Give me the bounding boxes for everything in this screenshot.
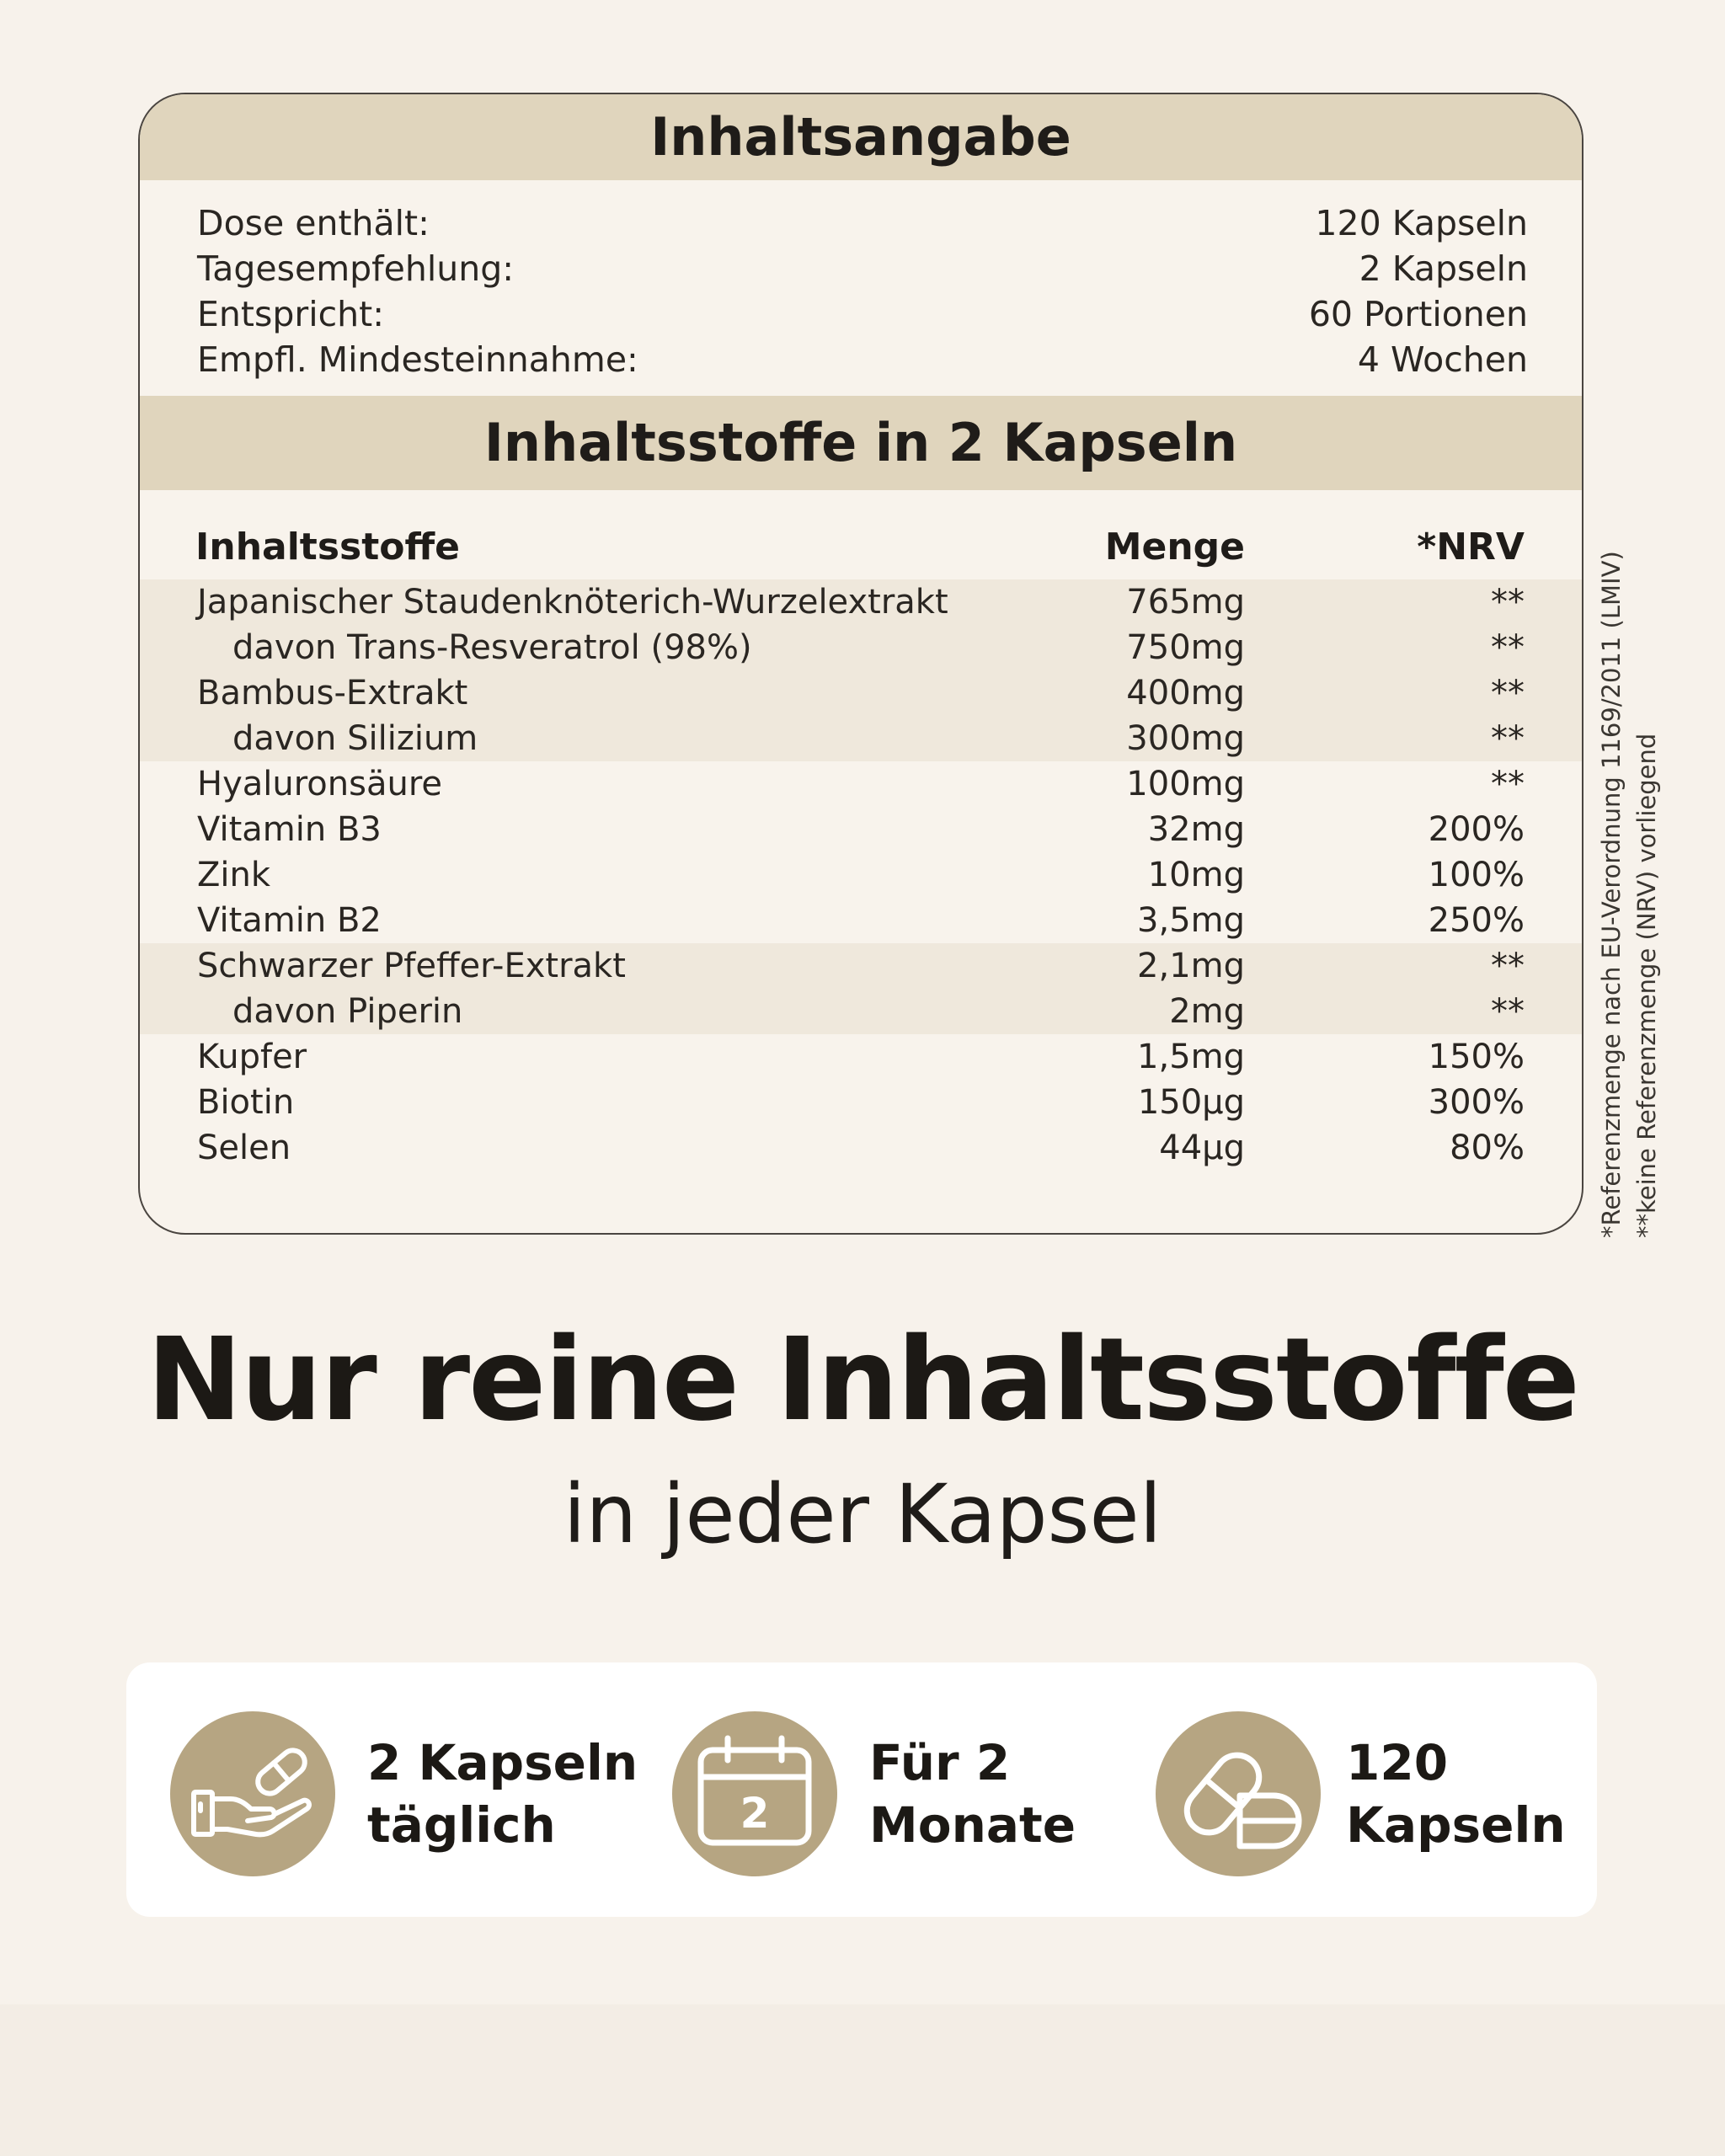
row-amount: 3,5mg (1137, 901, 1245, 940)
feature-line1: 2 Kapseln (367, 1734, 638, 1791)
row-amount: 150µg (1137, 1083, 1245, 1122)
calendar-icon (672, 1711, 837, 1876)
row-amount: 2mg (1169, 992, 1245, 1031)
header-nrv: *NRV (1417, 526, 1525, 568)
row-nrv: ** (1491, 583, 1525, 622)
row-nrv: 200% (1428, 810, 1525, 849)
overview-label: Tagesempfehlung: (197, 248, 515, 289)
overview-row (197, 246, 1528, 291)
footnote-none: **keine Referenzmenge (NRV) vorliegend (1632, 733, 1661, 1238)
feature-line2: täglich (367, 1796, 556, 1854)
overview-title: Inhaltsangabe (140, 94, 1582, 180)
row-nrv: 150% (1428, 1038, 1525, 1076)
feature-line2: Monate (869, 1796, 1076, 1854)
row-name: Hyaluronsäure (197, 765, 442, 803)
hand-capsule-icon (170, 1711, 335, 1876)
row-nrv: 250% (1428, 901, 1525, 940)
overview-label: Entspricht: (197, 294, 385, 334)
feature-count (1156, 1662, 1577, 1917)
ingredients-title: Inhaltsstoffe in 2 Kapseln (140, 396, 1582, 490)
row-nrv: 80% (1450, 1129, 1525, 1167)
overview-label: Empfl. Mindesteinnahme: (197, 339, 638, 380)
row-name: Vitamin B3 (197, 810, 382, 849)
table-row (140, 761, 1582, 807)
feature-text (367, 1732, 638, 1856)
row-name: Bambus-Extrakt (197, 674, 468, 712)
footnote-nrv: *Referenzmenge nach EU-Verordnung 1169/2011 (LMIV) (1597, 551, 1626, 1238)
overview-row (197, 291, 1528, 337)
headline-subtitle: in jeder Kapsel (563, 1467, 1162, 1561)
header-name: Inhaltsstoffe (195, 526, 460, 568)
table-header (140, 514, 1582, 581)
row-name: Japanischer Staudenknöterich-Wurzelextrakt (197, 583, 948, 622)
table-row (140, 989, 1582, 1034)
overview-label: Dose enthält: (197, 203, 430, 243)
row-name: Kupfer (197, 1038, 307, 1076)
table-row (140, 943, 1582, 989)
table-row (140, 670, 1582, 716)
page-bottom-shade (0, 2004, 1725, 2156)
row-nrv: ** (1491, 674, 1525, 712)
row-name: Biotin (197, 1083, 295, 1122)
row-amount: 44µg (1159, 1129, 1245, 1167)
calendar-number: 2 (740, 1789, 770, 1838)
feature-daily-dose (170, 1662, 642, 1917)
table-row (140, 1034, 1582, 1080)
table-row (140, 1080, 1582, 1125)
ingredients-card (138, 93, 1583, 1235)
table-body (140, 579, 1582, 1171)
row-amount: 32mg (1147, 810, 1245, 849)
row-nrv: ** (1491, 765, 1525, 803)
row-name: Schwarzer Pfeffer-Extrakt (197, 947, 626, 985)
footnotes (1594, 480, 1664, 1238)
overview-row (197, 337, 1528, 382)
row-nrv: 300% (1428, 1083, 1525, 1122)
row-nrv: 100% (1428, 856, 1525, 894)
overview-row (197, 200, 1528, 246)
table-row (140, 625, 1582, 670)
header-amount: Menge (1104, 526, 1245, 568)
row-amount: 2,1mg (1137, 947, 1245, 985)
row-name: davon Piperin (232, 992, 463, 1031)
feature-line1: 120 (1346, 1734, 1449, 1791)
table-row (140, 716, 1582, 761)
overview-value: 4 Wochen (1357, 339, 1528, 380)
row-nrv: ** (1491, 628, 1525, 667)
row-nrv: ** (1491, 947, 1525, 985)
row-amount: 10mg (1147, 856, 1245, 894)
row-name: davon Silizium (232, 719, 478, 758)
feature-line2: Kapseln (1346, 1796, 1566, 1854)
feature-text (1346, 1732, 1566, 1856)
overview-list (197, 200, 1528, 382)
row-amount: 100mg (1126, 765, 1245, 803)
row-name: davon Trans-Resveratrol (98%) (232, 628, 752, 667)
features-bar (126, 1662, 1597, 1917)
row-amount: 1,5mg (1137, 1038, 1245, 1076)
overview-value: 60 Portionen (1308, 294, 1528, 334)
row-name: Zink (197, 856, 271, 894)
row-nrv: ** (1491, 719, 1525, 758)
feature-text (869, 1732, 1076, 1856)
headline-title: Nur reine Inhaltsstoffe (147, 1314, 1578, 1447)
row-amount: 765mg (1126, 583, 1245, 622)
row-nrv: ** (1491, 992, 1525, 1031)
row-name: Selen (197, 1129, 291, 1167)
table-row (140, 807, 1582, 852)
feature-line1: Für 2 (869, 1734, 1011, 1791)
table-row (140, 898, 1582, 943)
row-amount: 400mg (1126, 674, 1245, 712)
table-row (140, 1125, 1582, 1171)
table-row (140, 579, 1582, 625)
overview-value: 2 Kapseln (1359, 248, 1528, 289)
feature-duration (672, 1662, 1144, 1917)
row-amount: 300mg (1126, 719, 1245, 758)
table-row (140, 852, 1582, 898)
row-amount: 750mg (1126, 628, 1245, 667)
capsules-icon (1156, 1711, 1321, 1876)
row-name: Vitamin B2 (197, 901, 382, 940)
overview-value: 120 Kapseln (1315, 203, 1528, 243)
